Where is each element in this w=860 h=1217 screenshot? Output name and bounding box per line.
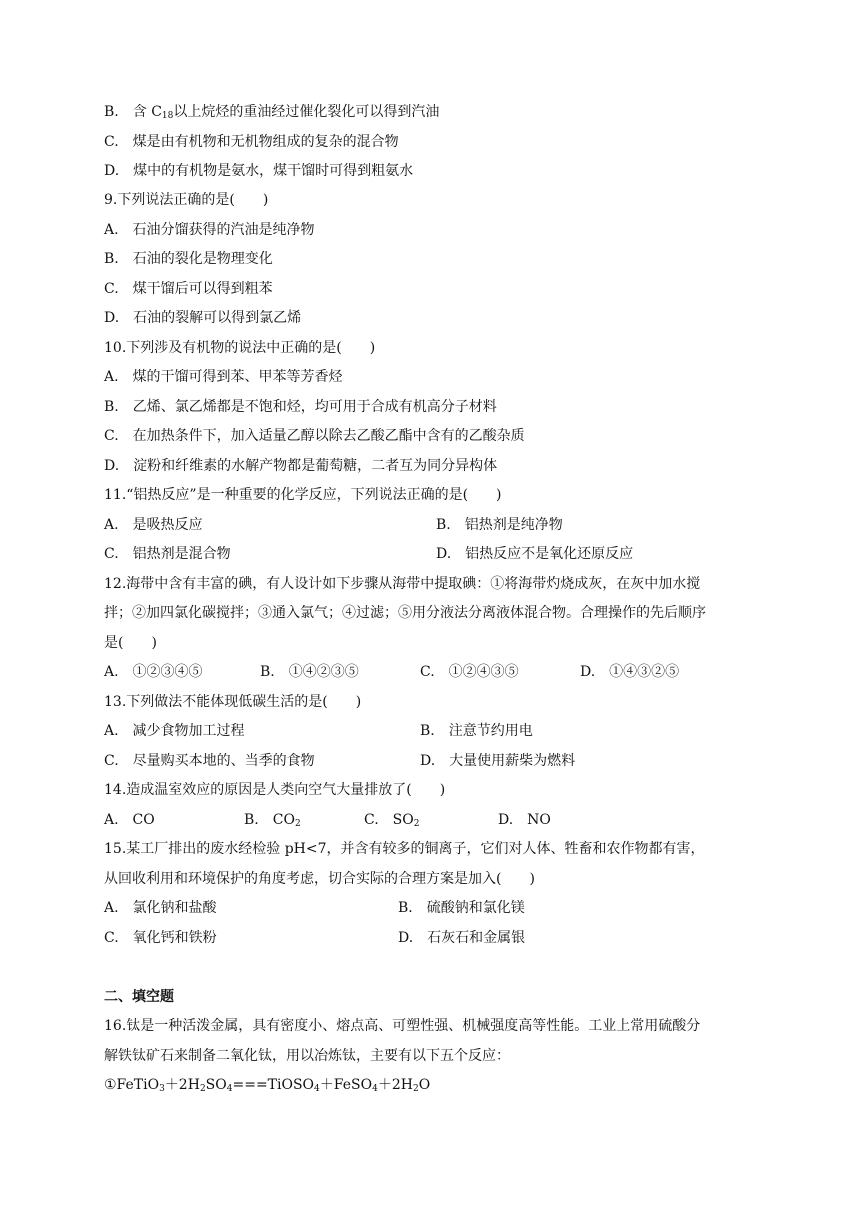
- q14-option-a: A. CO: [104, 812, 155, 828]
- q12-option-c: C. ①②④③⑤: [420, 664, 519, 680]
- q8-option-c: C. 煤是由有机物和无机物组成的复杂的混合物: [104, 134, 399, 150]
- q16-stem-line2: 解铁钛矿石来制备二氧化钛，用以冶炼钛，主要有以下五个反应：: [104, 1048, 510, 1064]
- q13-option-a: A. 减少食物加工过程: [104, 723, 245, 739]
- q15-stem-line1: 15.某工厂排出的废水经检验 pH<7，并含有较多的铜离子，它们对人体、牲畜和农作物都有害，: [104, 841, 705, 857]
- q12-stem-line1: 12.海带中含有丰富的碘，有人设计如下步骤从海带中提取碘：①将海带灼烧成灰，在灰中加水搅: [104, 576, 701, 592]
- q8-option-b: B. 含 $C_{18}$以上烷烃的重油经过催化裂化可以得到汽油: [104, 104, 440, 121]
- q13-option-d: D. 大量使用薪柴为燃料: [420, 753, 576, 769]
- q13-option-b: B. 注意节约用电: [420, 723, 533, 739]
- q14-option-b: B. $CO_2$: [244, 812, 301, 829]
- q15-option-b: B. 硫酸钠和氯化镁: [398, 900, 525, 916]
- q12-stem-line2: 拌；②加四氯化碳搅拌；③通入氯气；④过滤；⑤用分液法分离液体混合物。合理操作的先后顺序: [104, 605, 706, 621]
- q12-option-a: A. ①②③④⑤: [104, 664, 203, 680]
- q10-option-c: C. 在加热条件下，加入适量乙醇以除去乙酸乙酯中含有的乙酸杂质: [104, 428, 525, 444]
- q15-option-a: A. 氯化钠和盐酸: [104, 900, 217, 916]
- q16-stem-line1: 16.钛是一种活泼金属，具有密度小、熔点高、可塑性强、机械强度高等性能。工业上常用硫酸分: [104, 1018, 701, 1034]
- q11-option-b: B. 铝热剂是纯净物: [436, 517, 563, 533]
- q12-stem-line3: 是( ): [104, 635, 157, 651]
- q9-option-a: A. 石油分馏获得的汽油是纯净物: [104, 222, 315, 238]
- q11-option-d: D. 铝热反应不是氧化还原反应: [436, 546, 634, 562]
- q8-option-d: D. 煤中的有机物是氨水，煤干馏时可得到粗氨水: [104, 163, 414, 179]
- q13-stem: 13.下列做法不能体现低碳生活的是( ): [104, 694, 362, 710]
- q11-option-c: C. 铝热剂是混合物: [104, 546, 231, 562]
- q9-stem: 9.下列说法正确的是( ): [104, 192, 269, 208]
- q10-option-d: D. 淀粉和纤维素的水解产物都是葡萄糖，二者互为同分异构体: [104, 458, 498, 474]
- q16-equation-1: $①FeTiO_3+2H_2SO_4===TiOSO_4+FeSO_4+2H_2O$: [104, 1077, 431, 1094]
- section-heading: 二、填空题: [104, 989, 174, 1005]
- q14-stem: 14.造成温室效应的原因是人类向空气大量排放了( ): [104, 782, 446, 798]
- q14-option-c: C. $SO_2$: [364, 812, 420, 829]
- q11-option-a: A. 是吸热反应: [104, 517, 203, 533]
- q12-option-d: D. ①④③②⑤: [580, 664, 680, 680]
- q9-option-c: C. 煤干馏后可以得到粗苯: [104, 281, 273, 297]
- q14-option-d: D. NO: [498, 812, 551, 828]
- q10-stem: 10.下列涉及有机物的说法中正确的是( ): [104, 340, 376, 356]
- q12-option-b: B. ①④②③⑤: [260, 664, 359, 680]
- q13-option-c: C. 尽量购买本地的、当季的食物: [104, 753, 315, 769]
- q10-option-a: A. 煤的干馏可得到苯、甲苯等芳香烃: [104, 369, 343, 385]
- q15-option-d: D. 石灰石和金属银: [398, 930, 526, 946]
- q11-stem: 11.“铝热反应”是一种重要的化学反应，下列说法正确的是( ): [104, 487, 502, 503]
- q15-stem-line2: 从回收利用和环境保护的角度考虑，切合实际的合理方案是加入( ): [104, 871, 535, 887]
- q10-option-b: B. 乙烯、氯乙烯都是不饱和烃，均可用于合成有机高分子材料: [104, 399, 497, 415]
- q15-option-c: C. 氧化钙和铁粉: [104, 930, 217, 946]
- q9-option-d: D. 石油的裂解可以得到氯乙烯: [104, 310, 302, 326]
- q9-option-b: B. 石油的裂化是物理变化: [104, 251, 273, 267]
